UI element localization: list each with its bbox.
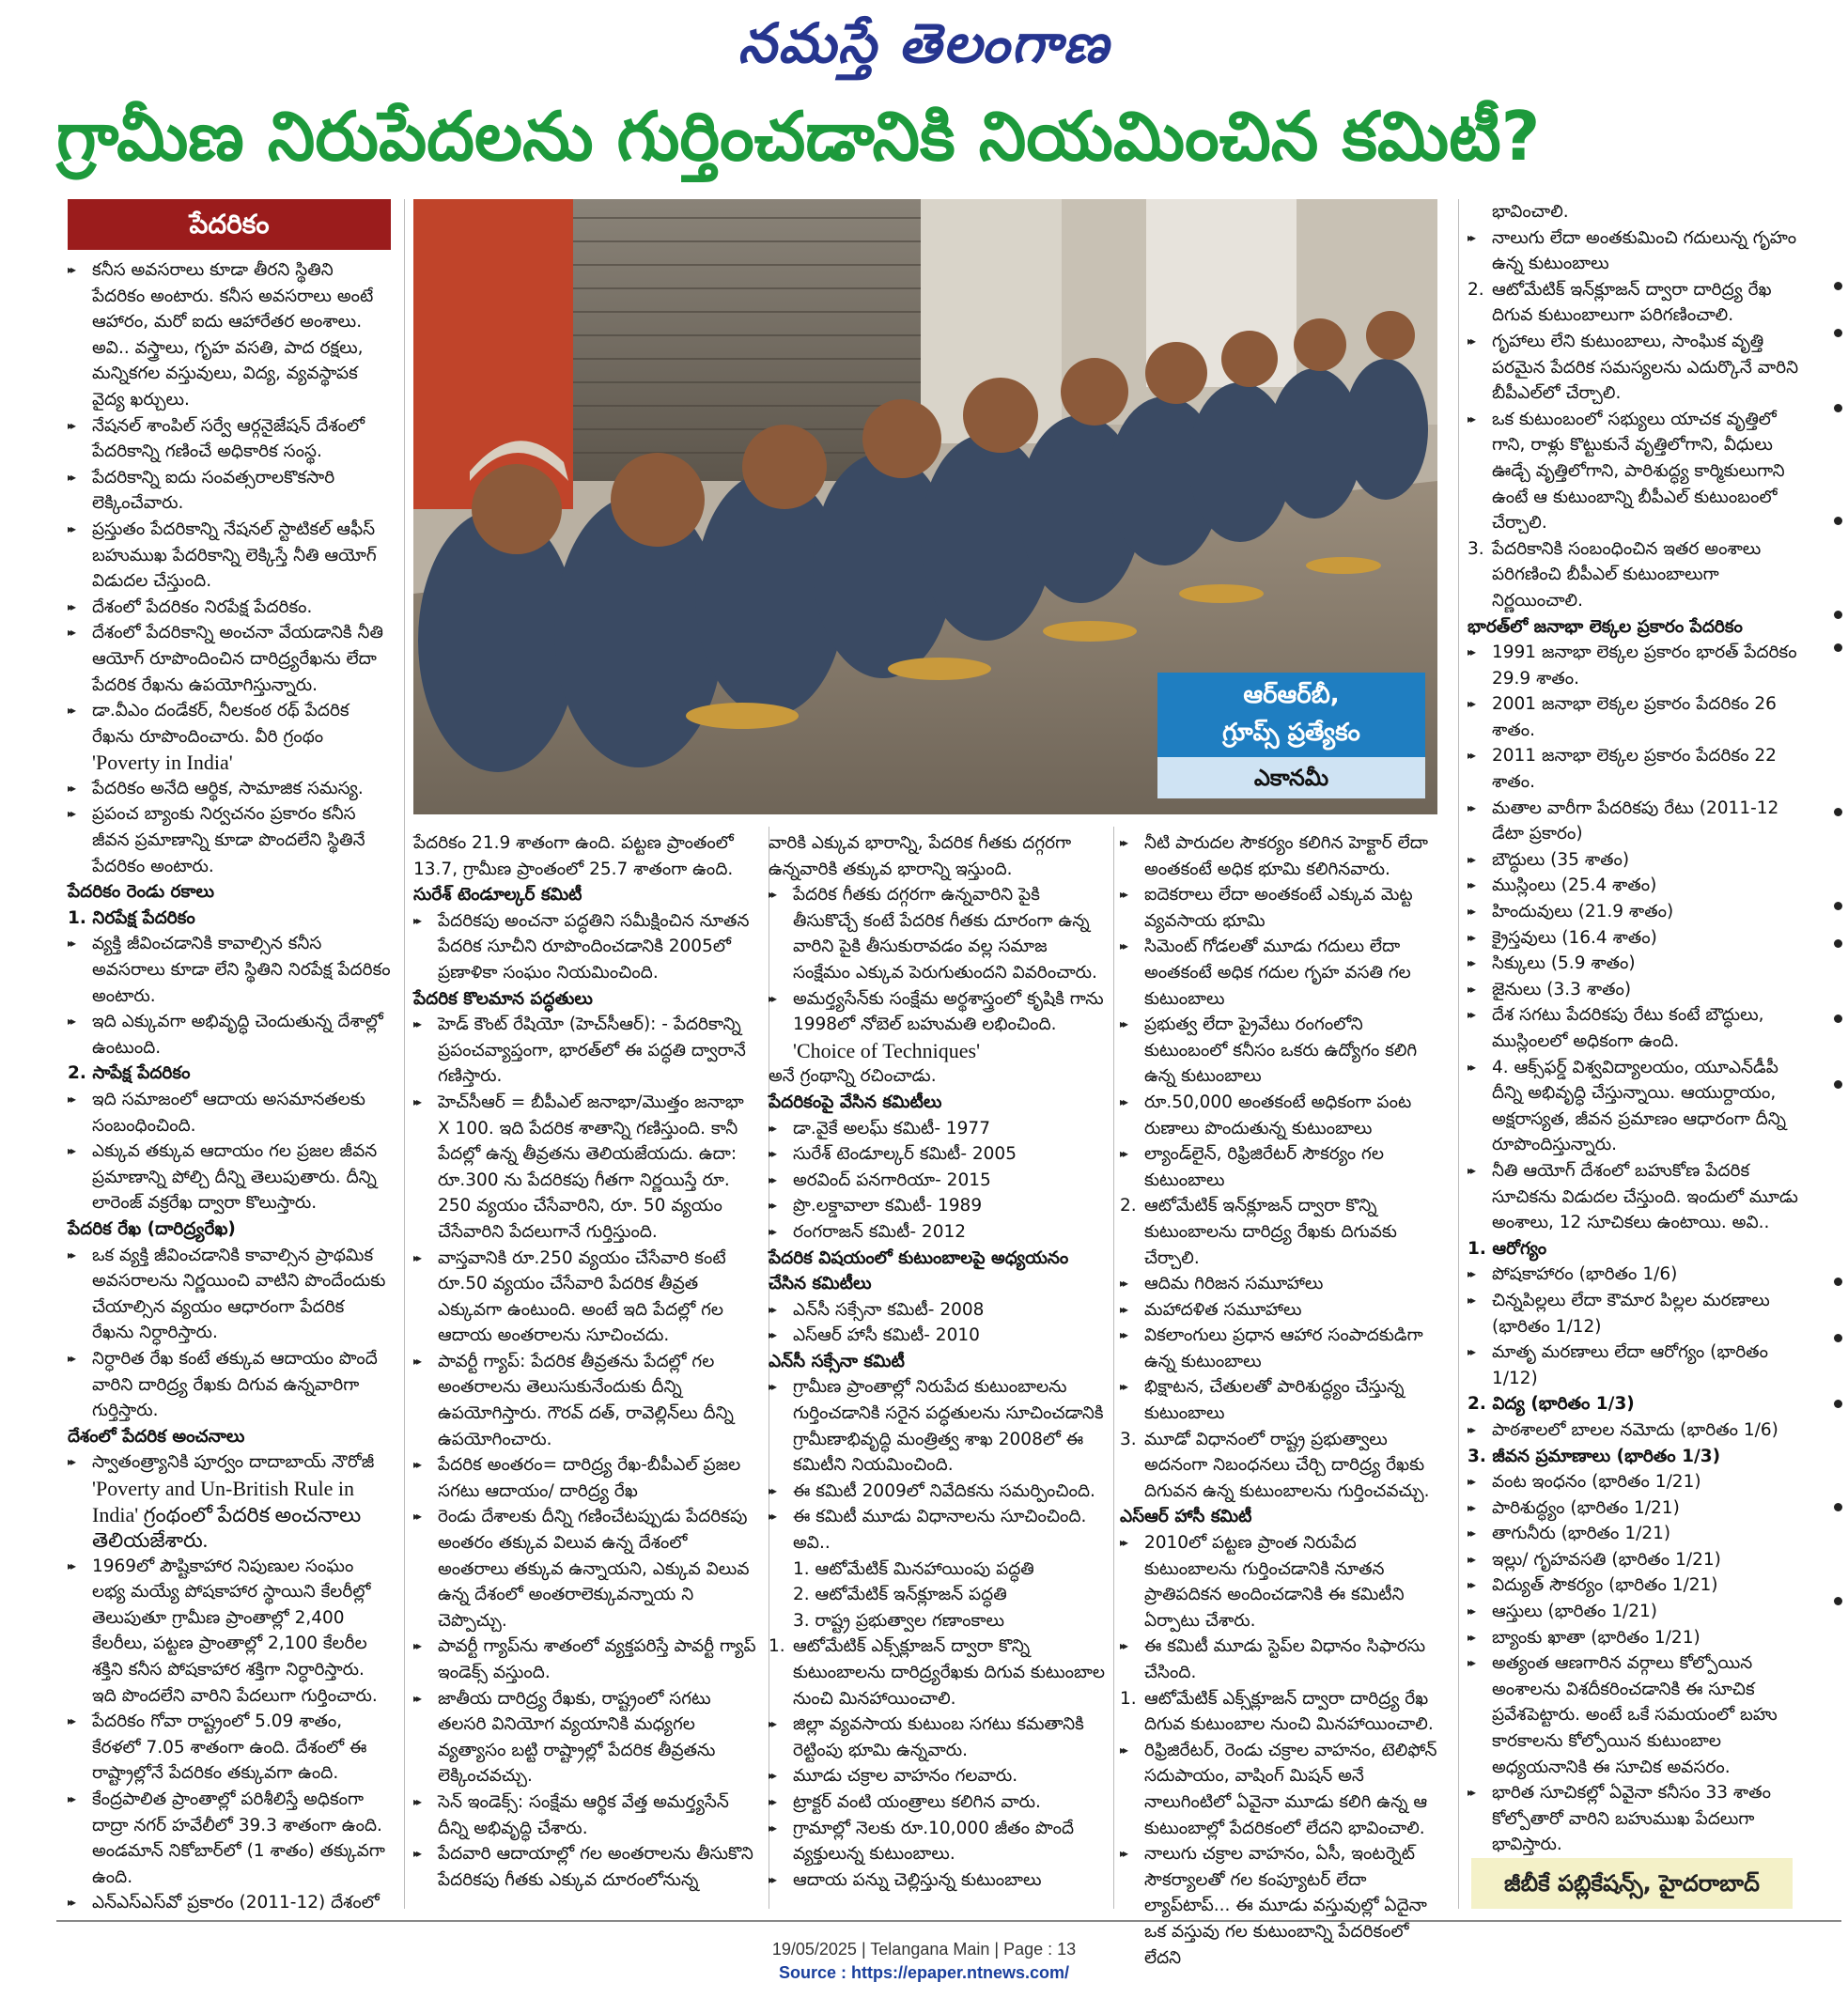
subheading: పేదరిక కొలమాన పద్ధతులు xyxy=(413,988,593,1009)
bullet-item: ▸▸ సిక్కులు (5.9 శాతం) xyxy=(1468,951,1802,977)
bullet-item: ▸▸ 2011 జనాభా లెక్కల ప్రకారం పేదరికం 22 శాతం. xyxy=(1468,743,1802,795)
bullet-item: ▸▸ పేదరికపు అంచనా పద్ధతిని సమీక్షించిన నూతన పేదరిక సూచీని రూపొందించడానికి 2005లో ప్రణాళికా సంఘం నియమించింది. xyxy=(413,908,759,986)
bullet-item: ▸▸ ఒక వ్యక్తి జీవించడానికి కావాల్సిన ప్రాథమిక అవసరాలను నిర్ణయించి వాటిని పొందేందుకు చేయాల్సిన వ్యయం ఆధారంగా పేదరిక రేఖను నిర్ధారిస్తారు. xyxy=(68,1243,391,1346)
bullet-item: ▸▸ నాలుగు లేదా అంతకుమించి గదులున్న గృహం ఉన్న కుటుంబాలు xyxy=(1468,225,1802,277)
subheading: ఎస్ఆర్ హాసీ కమిటీ xyxy=(1120,1507,1252,1527)
bullet-item: ▸▸ వాస్తవానికి రూ.250 వ్యయం చేసేవారి కంటే రూ.50 వ్యయం చేసేవారి పేదరిక తీవ్రత ఎక్కువగా ఉంటుంది. అంటే ఇది పేదల్లో గల ఆదాయ అంతరాలను సూచించదు. xyxy=(413,1246,759,1349)
book-title: 'Poverty in India' xyxy=(92,751,233,775)
bullet-item: ▸▸ పాఠశాలలో బాలల నమోదు (భారితం 1/6) xyxy=(1468,1417,1802,1444)
bullet-item: ▸▸ ఒక కుటుంబంలో సభ్యులు యాచక వృత్తిలో గాని, రాళ్లు కొట్టుకునే వృత్తిలోగాని, వీధులు ఊడ్చే వృత్తిలోగాని, పారిశుద్ధ్య కార్మికులుగాని ఉంటే ఆ కుటుంబాన్ని బీపీఎల్ కుటుంబంలో చేర్చాలి. xyxy=(1468,407,1802,536)
bullet-item: ▸▸ వ్యక్తి జీవించడానికి కావాల్సిన కనీస అవసరాలు కూడా లేని స్థితిని నిరపేక్ష పేదరికం అంటారు. xyxy=(68,931,391,1009)
bullet-item: ▸▸ దేశ సగటు పేదరికపు రేటు కంటే బౌద్ధులు, ముస్లింలలో అధికంగా ఉంది. xyxy=(1468,1002,1802,1054)
subheading: పేదరికం రెండు రకాలు xyxy=(68,882,215,903)
bullet-item: ▸▸ మాతృ మరణాలు లేదా ఆరోగ్యం (భారితం 1/12) xyxy=(1468,1340,1802,1391)
bullet-item: ▸▸ ఈ కమిటీ మూడు విధానాలను సూచించింది. అవి.. xyxy=(769,1504,1105,1556)
bullet-item: ▸▸ నీటి పారుదల సౌకర్యం కలిగిన హెక్టార్ లేదా అంతకంటే అధిక భూమి కలిగినవారు. xyxy=(1120,830,1449,882)
item-number: 1. xyxy=(769,1636,785,1657)
item-text: ఆటోమేటిక్ ఇన్‌క్లూజన్ ద్వారా కొన్ని కుటుంబాలను దారిద్ర్య రేఖకు దిగువకు చేర్చాలి. xyxy=(1144,1196,1397,1268)
bullet-item: ▸▸ హెడ్ కౌంట్ రేషియో (హెచ్‌సీఆర్): - పేదరికాన్ని ప్రపంచవ్యాప్తంగా, భారత్‌లో ఈ పద్ధతి ద్వారానే గణిస్తారు. xyxy=(413,1012,759,1090)
footer-edition-info: 19/05/2025 | Telangana Main | Page : 13 xyxy=(771,1940,1077,1959)
subheading: పేదరిక రేఖ (దారిద్ర్యరేఖ) xyxy=(68,1218,236,1239)
bullet-item: ▸▸ పావర్టీ గ్యాప్: పేదరిక తీవ్రతను పేదల్లో గల అంతరాలను తెలుసుకునేందుకు దీన్ని ఉపయోగిస్తారు. గౌరవ్ దత్, రావెల్లిన్‌లు దీన్ని ఉపయోగించారు. xyxy=(413,1349,759,1452)
bullet-item: ▸▸ నాలుగు చక్రాల వాహనం, ఏసీ, ఇంటర్నెట్ సౌకర్యాలతో గల కంప్యూటర్ లేదా ల్యాప్‌టాప్... ఈ మూడు వస్తువుల్లో ఏదైనా ఒక వస్తువు గల కుటుంబాన్ని పేదరికంలో లేదని xyxy=(1120,1841,1449,1971)
item-text: మూడో విధానంలో రాష్ట్ర ప్రభుత్వాలు అదనంగా నిబంధనలు చేర్చి దారిద్ర్య రేఖకు దిగువన ఉన్న కుటుంబాలను గుర్తించవచ్చు. xyxy=(1144,1429,1430,1501)
numbered-item xyxy=(1120,1686,1449,1738)
bullet-icon xyxy=(1834,329,1842,337)
bullet-item: ▸▸ బౌద్ధులు (35 శాతం) xyxy=(1468,847,1802,874)
bullet-item: ▸▸ క్రైస్తవులు (16.4 శాతం) xyxy=(1468,925,1802,952)
subheading: 1. నిరపేక్ష పేదరికం xyxy=(68,907,195,928)
subheading: దేశంలో పేదరిక అంచనాలు xyxy=(68,1426,245,1447)
footer-rule xyxy=(56,1920,1841,1922)
bullet-item: ▸▸ విద్యుత్ సౌకర్యం (భారితం 1/21) xyxy=(1468,1572,1802,1599)
bullet-item: ▸▸ దేశంలో పేదరికాన్ని అంచనా వేయడానికి నీతి ఆయోగ్ రూపొందించిన దారిద్ర్యరేఖను లేదా పేదరిక రేఖను ఉపయోగిస్తున్నారు. xyxy=(68,620,391,698)
bullet-item: ▸▸ డా.వైకే అలఘ్ కమిటీ- 1977 xyxy=(769,1116,1105,1142)
subheading: సురేశ్ టెండూల్కర్ కమిటీ xyxy=(413,885,582,906)
caption-line-2: గ్రూప్స్ ప్రత్యేకం xyxy=(1222,719,1360,747)
bullet-item: ▸▸ గృహాలు లేని కుటుంబాలు, సాంఘిక వృత్తి పరమైన పేదరిక సమస్యలను ఎదుర్కొనే వారిని బీపీఎల్‌లో చేర్చాలి. xyxy=(1468,329,1802,407)
adjacent-page-strip xyxy=(1823,94,1848,1916)
bullet-item: ▸▸ ఎస్ఆర్ హాసీ కమిటీ- 2010 xyxy=(769,1323,1105,1349)
bullet-item: ▸▸ ముస్లింలు (25.4 శాతం) xyxy=(1468,873,1802,899)
bullet-item: ▸▸ భిక్షాటన, చేతులతో పారిశుద్ధ్యం చేస్తున్న కుటుంబాలు xyxy=(1120,1374,1449,1426)
bullet-icon xyxy=(1834,808,1842,816)
bullet-item: ▸▸ ఆదిమ గిరిజన సమూహాలు xyxy=(1120,1271,1449,1297)
numbered-item xyxy=(1120,1427,1449,1505)
column-3 xyxy=(769,830,1105,1911)
bullet-item: ▸▸ 2001 జనాభా లెక్కల ప్రకారం పేదరికం 26 శాతం. xyxy=(1468,691,1802,743)
bullet-item: ▸▸ ఇది సమాజంలో ఆదాయ అసమానతలకు సంబంధించింది. xyxy=(68,1087,391,1138)
bullet-item: ▸▸ హెచ్‌సీఆర్ = బీపీఎల్ జనాభా/మొత్తం జనాభా X 100. ఇది పేదరిక శాతాన్ని గణిస్తుంది. కానీ పేదల్లో ఉన్న తీవ్రతను తెలియజేయదు. ఉదా: రూ.300 ను పేదరికపు గీతగా నిర్ణయిస్తే రూ. 250 వ్యయం చేసేవారిని, రూ. 50 వ్యయం చేసేవారిని పేదలుగానే గుర్తిస్తుంది. xyxy=(413,1090,759,1246)
caption-subject: ఎకానమీ xyxy=(1157,757,1425,798)
bullet-item: ▸▸ 2010లో పట్టణ ప్రాంత నిరుపేద కుటుంబాలను గుర్తించడానికి నూతన ప్రాతిపదికన అందించడానికి ఈ కమిటీని ఏర్పాటు చేశారు. xyxy=(1120,1530,1449,1634)
bullet-item: ▸▸ సిమెంట్ గోడలతో మూడు గదులు లేదా అంతకంటే అధిక గదుల గృహ వసతి గల కుటుంబాలు xyxy=(1120,934,1449,1012)
bullet-icon xyxy=(1834,1334,1842,1342)
bullet-item: ▸▸ భారిత సూచికల్లో ఏవైనా కనీసం 33 శాతం కోల్పోతారో వారిని బహుముఖ పేదలుగా భావిస్తారు. xyxy=(1468,1780,1802,1858)
item-text: ఆటోమేటిక్ ఎక్స్‌క్లూజన్ ద్వారా కొన్ని కుటుంబాలను దారిద్ర్యరేఖకు దిగువ కుటుంబాల నుంచి మినహాయించాలి. xyxy=(793,1636,1105,1709)
bullet-item: ▸▸ దేశంలో పేదరికం నిరపేక్ష పేదరికం. xyxy=(68,595,391,621)
bullet-item: ▸▸ జాతీయ దారిద్ర్య రేఖకు, రాష్ట్రంలో సగటు తలసరి వినియోగ వ్యయానికి మధ్యగల వ్యత్యాసం బట్టి రాష్ట్రాల్లో పేదరిక తీవ్రతను లెక్కించవచ్చు. xyxy=(413,1686,759,1789)
bullet-icon xyxy=(1834,282,1842,290)
bullet-item: ▸▸ రెండు దేశాలకు దీన్ని గణించేటప్పుడు పేదరికపు అంతరం తక్కువ విలువ ఉన్న దేశంలో అంతరాలు తక్కువ ఉన్నాయని, ఎక్కువ విలువ ఉన్న దేశంలో అంతరాలెక్కువన్నాయ ని చెప్పొచ్చు. xyxy=(413,1504,759,1634)
subheading: 1. ఆరోగ్యం xyxy=(1468,1238,1547,1259)
bullet-item: ▸▸ కనీస అవసరాలు కూడా తీరని స్థితిని పేదరికం అంటారు. కనీస అవసరాలు అంటే ఆహారం, మరో ఐదు ఆహారేతర అంశాలు. అవి.. వస్త్రాలు, గృహ వసతి, పాద రక్షలు, మన్నికగల వస్తువులు, విద్య, వ్యవస్థాపక వైద్య ఖర్చులు. xyxy=(68,257,391,413)
bullet-item: ▸▸ ఇల్లు/ గృహవసతి (భారితం 1/21) xyxy=(1468,1547,1802,1573)
bullet-item: ▸▸ 1969లో పౌష్టికాహార నిపుణుల సంఘం లభ్య మయ్యే పోషకాహార స్థాయిని కేలరీల్లో తెలుపుతూ గ్రామీణ ప్రాంతాల్లో 2,400 కేలరీలు, పట్టణ ప్రాంతాల్లో 2,100 కేలరీల శక్తిని కనీస పోషకాహార శక్తిగా నిర్ధారిస్తారు. ఇది పొందలేని వారిని పేదలుగా గుర్తించారు. xyxy=(68,1554,391,1710)
bullet-item: ▸▸ ప్రొ.లక్డావాలా కమిటీ- 1989 xyxy=(769,1193,1105,1219)
numbered-item xyxy=(1468,277,1802,329)
bullet-item: ▸▸ కేంద్రపాలిత ప్రాంతాల్లో పరిశీలిస్తే అధికంగా దాద్రా నగర్ హవేలీలో 39.3 శాతంగా ఉంది. అండమాన్ నికోబార్‌లో (1 శాతం) తక్కువగా ఉంది. xyxy=(68,1787,391,1890)
credit-line: జీబీకే పబ్లికేషన్స్, హైదరాబాద్ xyxy=(1471,1858,1793,1909)
bullet-item: ▸▸ ఎక్కువ తక్కువ ఆదాయం గల ప్రజల జీవన ప్రమాణాన్ని పోల్చి దీన్ని తెలుపుతారు. దీన్ని లారెంజ్ వక్రరేఖ ద్వారా కొలుస్తారు. xyxy=(68,1138,391,1216)
bullet-item: ▸▸ పేదరికాన్ని ఐదు సంవత్సరాలకొకసారి లెక్కించేవారు. xyxy=(68,465,391,517)
subheading: 3. జీవన ప్రమాణాలు (భారితం 1/3) xyxy=(1468,1446,1721,1466)
bullet-item: ▸▸ హిందువులు (21.9 శాతం) xyxy=(1468,899,1802,925)
bullet-item: ▸▸ ల్యాండ్‌లైన్, రిఫ్రిజిరేటర్ సౌకర్యం గల కుటుంబాలు xyxy=(1120,1141,1449,1193)
list-line: 1. ఆటోమేటిక్ మినహాయింపు పద్ధతి xyxy=(793,1558,1034,1579)
section-label: పేదరికం xyxy=(68,199,391,250)
bullet-item: ▸▸ రిఫ్రిజిరేటర్, రెండు చక్రాల వాహనం, టెలిఫోన్ సదుపాయం, వాషింగ్ మిషన్ అనే నాలుగింటిలో ఏవైనా మూడు కలిగి ఉన్న ఆ కుటుంబాల్లో పేదరికంలో లేదని భావించాలి. xyxy=(1120,1738,1449,1841)
bullet-item: ▸▸ తాగునీరు (భారితం 1/21) xyxy=(1468,1521,1802,1547)
list-line: 3. రాష్ట్ర ప్రభుత్వాల గణాంకాలు xyxy=(793,1610,1005,1631)
paragraph: వారికి ఎక్కువ భారాన్ని, పేదరిక గీతకు దగ్గరగా ఉన్నవారికి తక్కువ భారాన్ని ఇస్తుంది. xyxy=(769,833,1072,879)
bullet-icon xyxy=(1834,1278,1842,1286)
bullet-icon xyxy=(1834,1597,1842,1605)
bullet-item: ▸▸ డా.వీఎం దండేకర్, నీలకంఠ రథ్ పేదరిక రేఖను రూపొందించారు. వీరి గ్రంథం xyxy=(68,698,391,750)
masthead-logo: నమస్తే తెలంగాణ xyxy=(738,11,1110,75)
column-divider xyxy=(1113,827,1114,1909)
bullet-item: ▸▸ అత్యంత ఆణగారిన వర్గాలు కోల్పోయిన అంశాలను విశదీకరించడానికి ఈ సూచిక ప్రవేశపెట్టారు. అంటే ఒకే సమయంలో బహు కారకాలను కోల్పోయిన కుటుంబాల అధ్యయనానికి ఈ సూచిక అవసరం. xyxy=(1468,1650,1802,1780)
bullet-item: ▸▸ అమర్త్యసేన్‌కు సంక్షేమ అర్థశాస్త్రంలో కృషికి గాను 1998లో నోబెల్ బహుమతి లభించింది. xyxy=(769,986,1105,1038)
bullet-item: ▸▸ సురేశ్ టెండూల్కర్ కమిటీ- 2005 xyxy=(769,1141,1105,1168)
column-divider xyxy=(1458,199,1459,1909)
bullet-item: ▸▸ పేదరికం గోవా రాష్ట్రంలో 5.09 శాతం, కేరళలో 7.05 శాతంగా ఉంది. దేశంలో ఈ రాష్ట్రాల్లోనే పేదరికం తక్కువగా ఉంది. xyxy=(68,1709,391,1787)
list-line: 2. ఆటోమేటిక్ ఇన్‌క్లూజన్ పద్ధతి xyxy=(793,1585,1007,1605)
subheading: ఎన్‌సీ సక్సేనా కమిటీ xyxy=(769,1351,905,1371)
bullet-item: ▸▸ ఇది ఎక్కువగా అభివృద్ధి చెందుతున్న దేశాల్లో ఉంటుంది. xyxy=(68,1009,391,1061)
subheading: పేదరికంపై వేసిన కమిటీలు xyxy=(769,1092,942,1112)
paragraph: పేదరికం 21.9 శాతంగా ఉంది. పట్టణ ప్రాంతంలో 13.7, గ్రామీణ ప్రాంతంలో 25.7 శాతంగా ఉంది. xyxy=(413,833,734,879)
bullet-item: ▸▸ స్వాతంత్ర్యానికి పూర్వం దాదాబాయ్ నౌరోజీ xyxy=(68,1449,391,1476)
bullet-item: ▸▸ వంట ఇంధనం (భారితం 1/21) xyxy=(1468,1469,1802,1495)
book-title: 'Choice of Techniques' xyxy=(793,1038,981,1062)
bullet-item: ▸▸ పావర్టీ గ్యాప్‌ను శాతంలో వ్యక్తపరిస్తే పావర్టీ గ్యాప్ ఇండెక్స్ వస్తుంది. xyxy=(413,1634,759,1685)
bullet-item: ▸▸ ఈ కమిటీ 2009లో నివేదికను సమర్పించింది. xyxy=(769,1479,1105,1505)
caption-line-1: ఆర్ఆర్‌బీ, xyxy=(1243,681,1340,709)
bullet-item: ▸▸ ఆస్తులు (భారితం 1/21) xyxy=(1468,1599,1802,1625)
bullet-item: ▸▸ 4. ఆక్స్‌ఫర్డ్ విశ్వవిద్యాలయం, యూఎన్‌డీపీ దీన్ని అభివృద్ధి చేస్తున్నాయి. ఆయుర్దాయం, అక్షరాస్యత, జీవన ప్రమాణం ఆధారంగా దీన్ని రూపొందిస్తున్నారు. xyxy=(1468,1055,1802,1158)
bullet-icon xyxy=(1834,611,1842,619)
bullet-item: ▸▸ జిల్లా వ్యవసాయ కుటుంబ సగటు కమతానికి రెట్టింపు భూమి ఉన్నవారు. xyxy=(769,1711,1105,1763)
column-2 xyxy=(413,830,759,1911)
bullet-item: ▸▸ సెన్ ఇండెక్స్: సంక్షేమ ఆర్థిక వేత్త అమర్త్యసేన్ దీన్ని అభివృద్ధి చేశారు. xyxy=(413,1789,759,1841)
bullet-item: ▸▸ నీతి ఆయోగ్ దేశంలో బహుకోణ పేదరిక సూచికను విడుదల చేస్తుంది. ఇందులో మూడు అంశాలు, 12 సూచికలు ఉంటాయి. అవి.. xyxy=(1468,1158,1802,1236)
numbered-item xyxy=(1120,1193,1449,1271)
bullet-item: ▸▸ బ్యాంకు ఖాతా (భారితం 1/21) xyxy=(1468,1625,1802,1651)
bullet-item: ▸▸ పేదరిక గీతకు దగ్గరగా ఉన్నవారిని పైకి తీసుకొచ్చే కంటే పేదరిక గీతకు దూరంగా ఉన్న వారిని పైకి తీసుకురావడం వల్ల సమాజ సంక్షేమం ఎక్కువ పెరుగుతుందని వివరించారు. xyxy=(769,882,1105,985)
item-number: 3. xyxy=(1120,1429,1137,1449)
bullet-item: ▸▸ పేదరికం అనేది ఆర్థిక, సామాజిక సమస్య. xyxy=(68,776,391,802)
bullet-item: ▸▸ ప్రభుత్వ లేదా ప్రైవేటు రంగంలోని కుటుంబంలో కనీసం ఒకరు ఉద్యోగం కలిగి ఉన్న కుటుంబాలు xyxy=(1120,1012,1449,1090)
bullet-item: ▸▸ జైనులు (3.3 శాతం) xyxy=(1468,977,1802,1003)
bullet-item: ▸▸ పేదరిక అంతరం= దారిద్ర్య రేఖ-బీపీఎల్ ప్రజల సగటు ఆదాయం/ దారిద్ర్య రేఖ xyxy=(413,1452,759,1504)
bullet-icon xyxy=(1834,1503,1842,1511)
subheading: 2. విద్య (భారితం 1/3) xyxy=(1468,1394,1635,1415)
bullet-icon xyxy=(1834,404,1842,412)
bullet-item: ▸▸ గ్రామీణ ప్రాంతాల్లో నిరుపేద కుటుంబాలను గుర్తించడానికి సరైన పద్ధతులను సూచించడానికి గ్రామీణాభివృద్ధి మంత్రిత్వ శాఖ 2008లో ఈ కమిటీని నియమించింది. xyxy=(769,1374,1105,1478)
bullet-item: ▸▸ 1991 జనాభా లెక్కల ప్రకారం భారత్ పేదరికం 29.9 శాతం. xyxy=(1468,640,1802,691)
paragraph: అనే గ్రంథాన్ని రచించాడు. xyxy=(769,1066,937,1087)
bullet-item: ▸▸ రంగరాజన్ కమిటీ- 2012 xyxy=(769,1219,1105,1246)
bullet-icon xyxy=(1834,1400,1842,1408)
bullet-icon xyxy=(1834,902,1842,910)
numbered-item xyxy=(769,1634,1105,1711)
bullet-item: ▸▸ మతాల వారీగా పేదరికపు రేటు (2011-12 డేటా ప్రకారం) xyxy=(1468,796,1802,847)
book-title: 'Poverty and Un-British Rule in India' గ్రంథంలో పేదరిక అంచనాలు తెలియజేశారు. xyxy=(92,1476,362,1553)
subheading: 2. సాపేక్ష పేదరికం xyxy=(68,1063,191,1084)
bullet-item: ▸▸ ఐదెకరాలు లేదా అంతకంటే ఎక్కువ మెట్ట వ్యవసాయ భూమి xyxy=(1120,882,1449,934)
bullet-item: ▸▸ పోషకాహారం (భారితం 1/6) xyxy=(1468,1262,1802,1288)
item-number: 3. xyxy=(1468,538,1484,559)
bullet-item: ▸▸ రూ.50,000 అంతకంటే అధికంగా పంట రుణాలు పొందుతున్న కుటుంబాలు xyxy=(1120,1090,1449,1141)
bullet-item: ▸▸ పేదవారి ఆదాయాల్లో గల అంతరాలను తీసుకొని పేదరికపు గీతకు ఎక్కువ దూరంలోనున్న xyxy=(413,1841,759,1893)
bullet-icon xyxy=(1834,1014,1842,1023)
list-line: భావించాలి. xyxy=(1492,202,1569,222)
bullet-icon xyxy=(1834,517,1842,525)
column-5 xyxy=(1468,199,1802,1855)
bullet-item: ▸▸ ఆదాయ పన్ను చెల్లిస్తున్న కుటుంబాలు xyxy=(769,1867,1105,1894)
bullet-icon xyxy=(1834,939,1842,948)
bullet-item: ▸▸ ఈ కమిటీ మూడు స్టెప్‌ల విధానం సిఫారసు చేసింది. xyxy=(1120,1634,1449,1685)
numbered-item xyxy=(1468,536,1802,614)
footer-source-link[interactable]: Source : https://epaper.ntnews.com/ xyxy=(778,1963,1070,1982)
bullet-icon xyxy=(1834,643,1842,652)
headline: గ్రామీణ నిరుపేదలను గుర్తించడానికి నియమించిన కమిటీ? xyxy=(56,97,1541,176)
bullet-item: ▸▸ పారిశుద్ధ్యం (భారితం 1/21) xyxy=(1468,1495,1802,1522)
caption-box xyxy=(1157,673,1425,798)
column-divider xyxy=(404,199,405,1909)
bullet-item: ▸▸ ఎన్ఎస్ఎస్‌వో ప్రకారం (2011-12) దేశంలో xyxy=(68,1890,391,1916)
bullet-item: ▸▸ ప్రస్తుతం పేదరికాన్ని నేషనల్ స్టాటికల్ ఆఫీస్ బహుముఖ పేదరికాన్ని లెక్కిస్తే నీతి ఆయోగ్ విడుదల చేస్తుంది. xyxy=(68,517,391,595)
bullet-item: ▸▸ చిన్నపిల్లలు లేదా కౌమార పిల్లల మరణాలు (భారితం 1/12) xyxy=(1468,1288,1802,1340)
bullet-item: ▸▸ వికలాంగులు ప్రధాన ఆహార సంపాదకుడిగా ఉన్న కుటుంబాలు xyxy=(1120,1323,1449,1374)
bullet-item: ▸▸ ప్రపంచ బ్యాంకు నిర్వచనం ప్రకారం కనీస జీవన ప్రమాణాన్ని కూడా పొందలేని స్థితినే పేదరికం అంటారు. xyxy=(68,801,391,879)
bullet-item: ▸▸ మహాదళిత సమూహాలు xyxy=(1120,1297,1449,1324)
item-number: 1. xyxy=(1120,1688,1137,1709)
bullet-item: ▸▸ నేషనల్ శాంపిల్ సర్వే ఆర్గనైజేషన్ దేశంలో పేదరికాన్ని గణించే అధికారిక సంస్థ. xyxy=(68,413,391,465)
item-number: 2. xyxy=(1468,279,1484,300)
bullet-item: ▸▸ మూడు చక్రాల వాహనం గలవారు. xyxy=(769,1763,1105,1789)
column-1 xyxy=(68,257,391,1911)
item-text: పేదరికానికి సంబంధించిన ఇతర అంశాలు పరిగణించి బీపీఎల్ కుటుంబాలుగా నిర్ణయించాలి. xyxy=(1492,538,1762,611)
item-text: ఆటోమేటిక్ ఎక్స్‌క్లూజన్ ద్వారా దారిద్ర్య రేఖ దిగువ కుటుంబాల నుంచి మినహాయించాలి. xyxy=(1144,1688,1434,1735)
bullet-item: ▸▸ ఎన్‌సీ సక్సేనా కమిటీ- 2008 xyxy=(769,1297,1105,1324)
item-number: 2. xyxy=(1120,1196,1137,1216)
column-4 xyxy=(1120,830,1449,1968)
bullet-item: ▸▸ గ్రామాల్లో నెలకు రూ.10,000 జీతం పొందే వ్యక్తులున్న కుటుంబాలు. xyxy=(769,1816,1105,1867)
bullet-icon xyxy=(1834,1080,1842,1089)
subheading: భారత్‌లో జనాభా లెక్కల ప్రకారం పేదరికం xyxy=(1468,616,1743,637)
bullet-item: ▸▸ ట్రాక్టర్ వంటి యంత్రాలు కలిగిన వారు. xyxy=(769,1789,1105,1816)
caption-title xyxy=(1157,673,1425,757)
item-text: ఆటోమేటిక్ ఇన్‌క్లూజన్ ద్వారా దారిద్ర్య రేఖ దిగువ కుటుంబాలుగా పరిగణించాలి. xyxy=(1492,279,1772,326)
bullet-item: ▸▸ నిర్ధారిత రేఖ కంటే తక్కువ ఆదాయం పొందే వారిని దారిద్ర్య రేఖకు దిగువ ఉన్నవారిగా గుర్తిస్తారు. xyxy=(68,1346,391,1424)
bullet-item: ▸▸ అరవింద్ పనగారియా- 2015 xyxy=(769,1168,1105,1194)
subheading: పేదరిక విషయంలో కుటుంబాలపై అధ్యయనం చేసిన కమిటీలు xyxy=(769,1247,1069,1294)
